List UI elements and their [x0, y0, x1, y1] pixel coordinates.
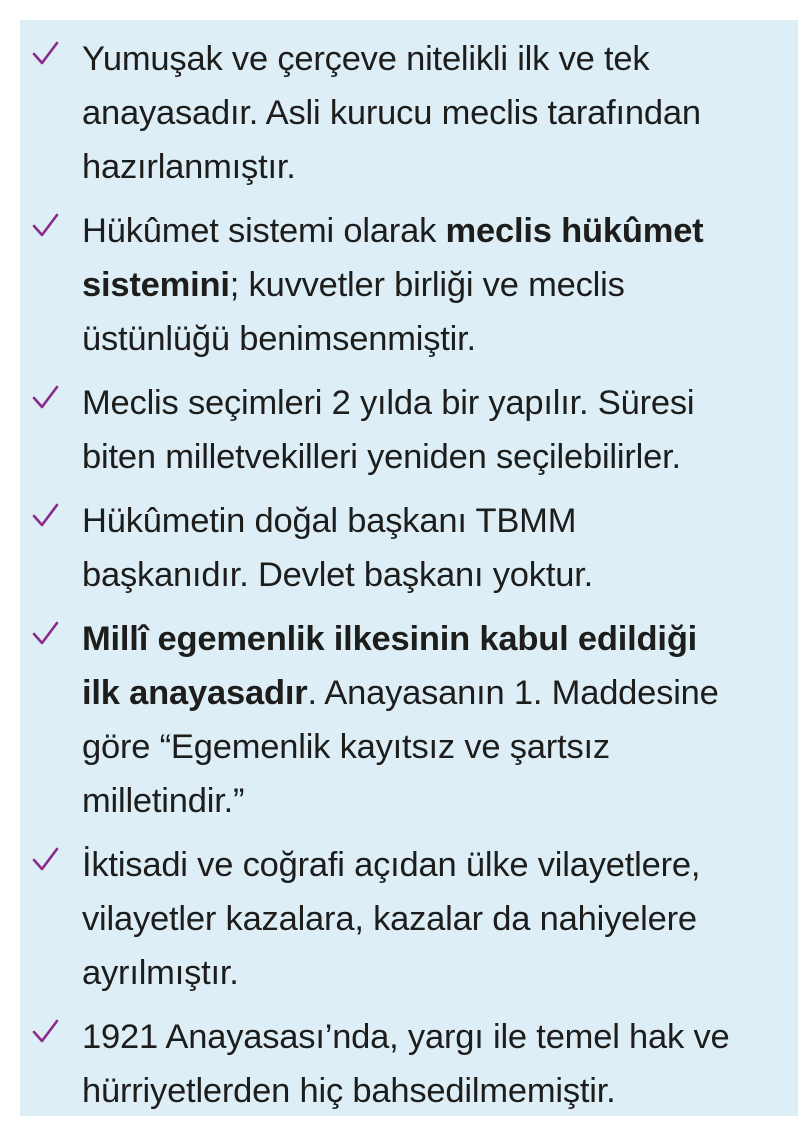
text-run: Hükûmet sistemi olarak — [82, 212, 446, 250]
text-line — [82, 946, 786, 1000]
text-line — [82, 86, 786, 140]
list-item-text — [82, 1010, 786, 1118]
text-line — [82, 1064, 786, 1118]
text-run: Meclis seçimleri 2 yılda bir yapılır. Süresi — [82, 384, 695, 422]
text-run: vilayetler kazalara, kazalar da nahiyelere — [82, 900, 697, 938]
list-item-text — [82, 838, 786, 1000]
list-item-text — [82, 494, 786, 602]
text-line — [82, 430, 786, 484]
text-run: milletindir.” — [82, 782, 245, 820]
list-item-text — [82, 32, 786, 194]
text-line — [82, 838, 786, 892]
text-run: Yumuşak ve çerçeve nitelikli ilk ve tek — [82, 40, 650, 78]
text-line — [82, 1010, 786, 1064]
check-icon — [30, 618, 60, 648]
list-item-text — [82, 204, 786, 366]
bold-text-run: ilk anayasadır — [82, 674, 308, 712]
check-icon — [30, 500, 60, 530]
bold-text-run: sistemini — [82, 266, 230, 304]
bold-text-run: meclis hükûmet — [445, 212, 704, 250]
text-run: İktisadi ve coğrafi açıdan ülke vilayetlere, — [82, 846, 701, 884]
text-run: hürriyetlerden hiç bahsedilmemiştir. — [82, 1072, 616, 1110]
list-item-text — [82, 612, 786, 828]
text-line — [82, 204, 786, 258]
text-run: ; kuvvetler birliği ve meclis — [229, 266, 625, 304]
text-run: hazırlanmıştır. — [82, 148, 296, 186]
text-line — [82, 32, 786, 86]
text-line — [82, 376, 786, 430]
bold-text-run: Millî egemenlik ilkesinin kabul edildiği — [82, 620, 698, 658]
text-line — [82, 612, 786, 666]
check-icon — [30, 210, 60, 240]
list-item-text — [82, 376, 786, 484]
text-run: 1921 Anayasası’nda, yargı ile temel hak ve — [82, 1018, 730, 1056]
text-line — [82, 494, 786, 548]
text-line — [82, 548, 786, 602]
text-run: Hükûmetin doğal başkanı TBMM — [82, 502, 577, 540]
text-line — [82, 774, 786, 828]
text-line — [82, 258, 786, 312]
check-icon — [30, 38, 60, 68]
text-run: anayasadır. Asli kurucu meclis tarafından — [82, 94, 701, 132]
text-line — [82, 140, 786, 194]
info-panel — [20, 20, 798, 1116]
text-run: . Anayasanın 1. Maddesine — [307, 674, 719, 712]
text-run: göre “Egemenlik kayıtsız ve şartsız — [82, 728, 610, 766]
check-icon — [30, 1016, 60, 1046]
text-run: ayrılmıştır. — [82, 954, 239, 992]
text-line — [82, 312, 786, 366]
text-line — [82, 720, 786, 774]
text-run: başkanıdır. Devlet başkanı yoktur. — [82, 556, 593, 594]
text-line — [82, 892, 786, 946]
check-icon — [30, 382, 60, 412]
text-run: biten milletvekilleri yeniden seçilebilirler. — [82, 438, 681, 476]
text-line — [82, 666, 786, 720]
check-icon — [30, 844, 60, 874]
text-run: üstünlüğü benimsenmiştir. — [82, 320, 476, 358]
